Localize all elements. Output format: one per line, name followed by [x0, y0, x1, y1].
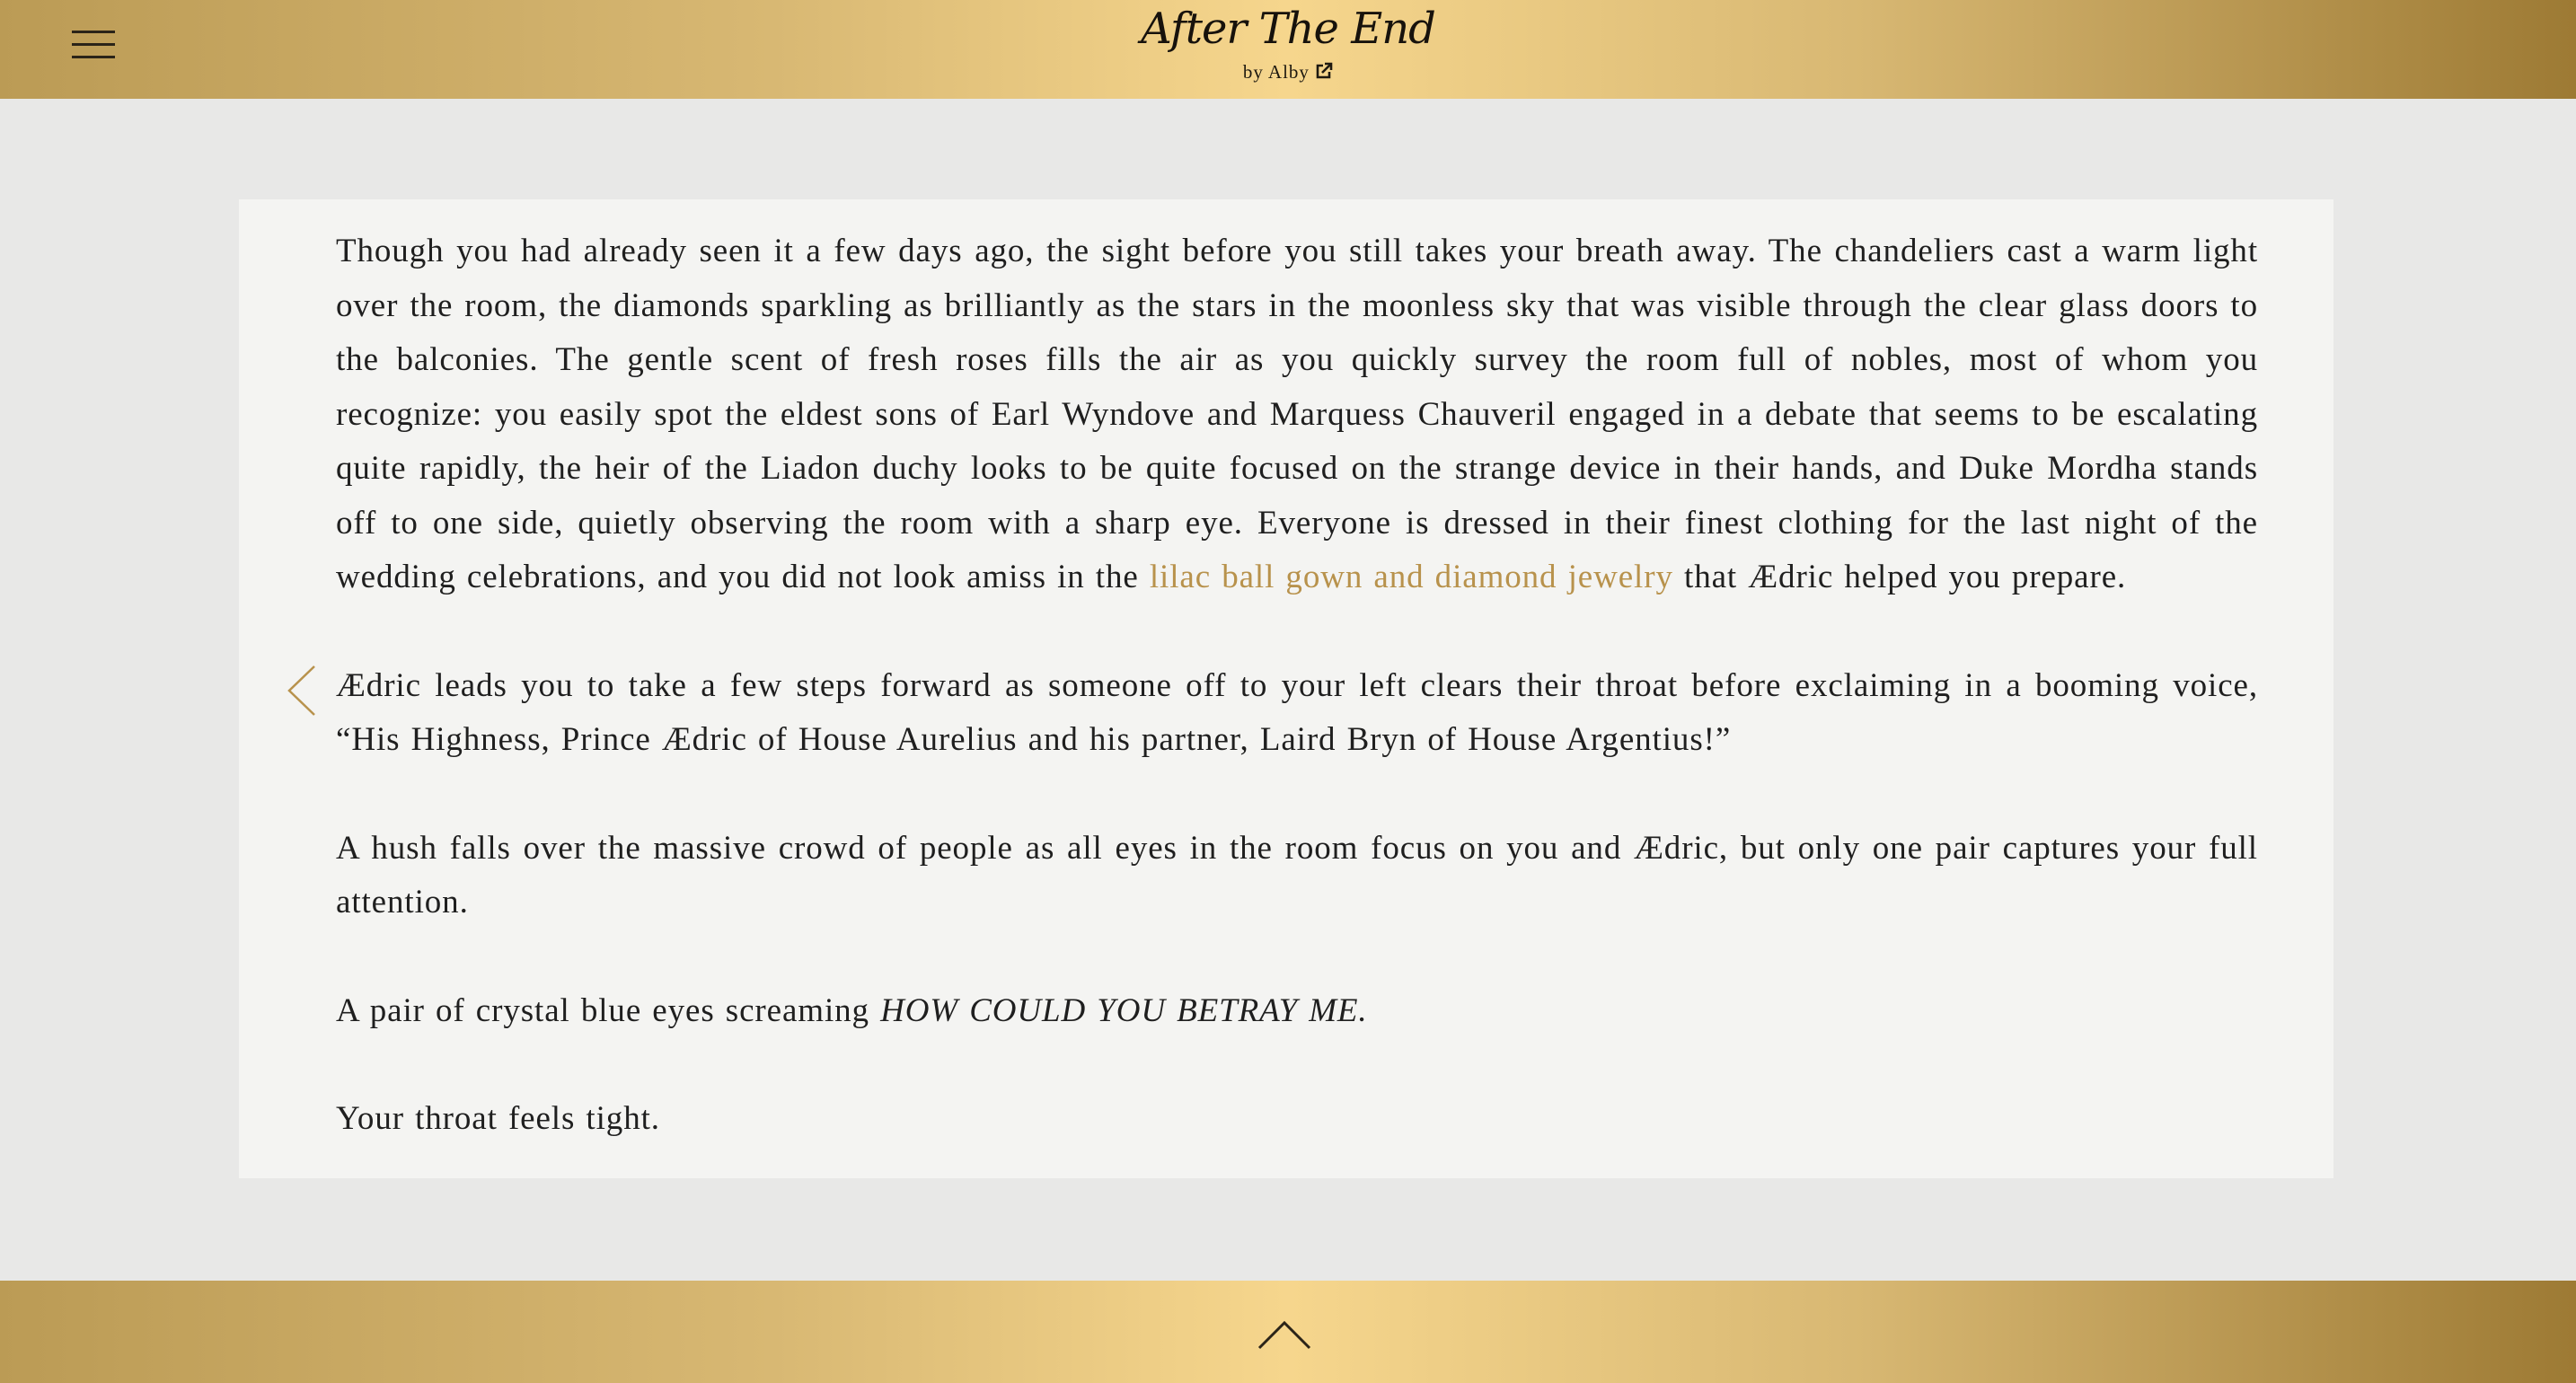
author-name[interactable]: Alby: [1267, 61, 1310, 83]
author-link[interactable]: [1268, 61, 1333, 83]
gown-jewelry-link[interactable]: lilac ball gown and diamond jewelry: [1149, 559, 1673, 595]
p1-text-before: Though you had already seen it a few days ago, the sight before you still takes your breath away. The chandeliers cast a warm light over the room, the diamonds sparkling as brilliantly as the stars in the moonless sky that was visible through the clear glass doors to the balconies. The gentle scent of fresh roses fills the air as you quickly survey the room full of nobles, most of whom you recognize: you easily spot the eldest sons of Earl Wyndove and Marquess Chauveril engaged in a debate that seems to be escalating quite rapidly, the heir of the Liadon duchy looks to be quite focused on the strange device in their hands, and Duke Mordha stands off to one side, quietly observing the room with a sharp eye. Everyone is dressed in their finest clothing for the last night of the wedding celebrations, and you did not look amiss in the: [336, 233, 2258, 595]
menu-bar-bottom: [72, 56, 115, 58]
story-paragraph-2: Ædric leads you to take a few steps forward as someone off to your left clears their throat before exclaiming in a booming voice, “His Highness, Prince Ædric of House Aurelius and his partner, Laird Bryn of House Argentius!”: [336, 666, 2258, 758]
hamburger-menu-icon[interactable]: [72, 27, 117, 63]
menu-bar-top: [72, 31, 115, 33]
menu-bar-middle: [72, 43, 115, 46]
p4-text: A pair of crystal blue eyes screaming: [336, 991, 881, 1029]
p4-emphasis: HOW COULD YOU BETRAY ME.: [880, 991, 1368, 1029]
chevron-left-icon[interactable]: [286, 665, 318, 717]
author-line: [0, 61, 2576, 84]
story-paragraph-1: [336, 225, 2258, 605]
story-paragraph-4: [336, 984, 2258, 1039]
external-link-icon[interactable]: [1315, 62, 1333, 80]
site-title[interactable]: After The End: [1141, 4, 1435, 54]
author-prefix: by: [1242, 61, 1264, 83]
p1-text-after: that Ædric helped you prepare.: [1672, 559, 2127, 595]
site-footer: [0, 1281, 2576, 1383]
story-card: [239, 199, 2333, 1178]
story-text: [336, 225, 2258, 1201]
story-paragraph-5: Your throat feels tight.: [336, 1100, 660, 1137]
chevron-up-icon[interactable]: [1257, 1320, 1311, 1351]
site-header: [0, 0, 2576, 99]
brand: [0, 0, 2576, 84]
story-paragraph-3: A hush falls over the massive crowd of people as all eyes in the room focus on you and Ædric, but only one pair captures your full attention.: [336, 829, 2258, 921]
